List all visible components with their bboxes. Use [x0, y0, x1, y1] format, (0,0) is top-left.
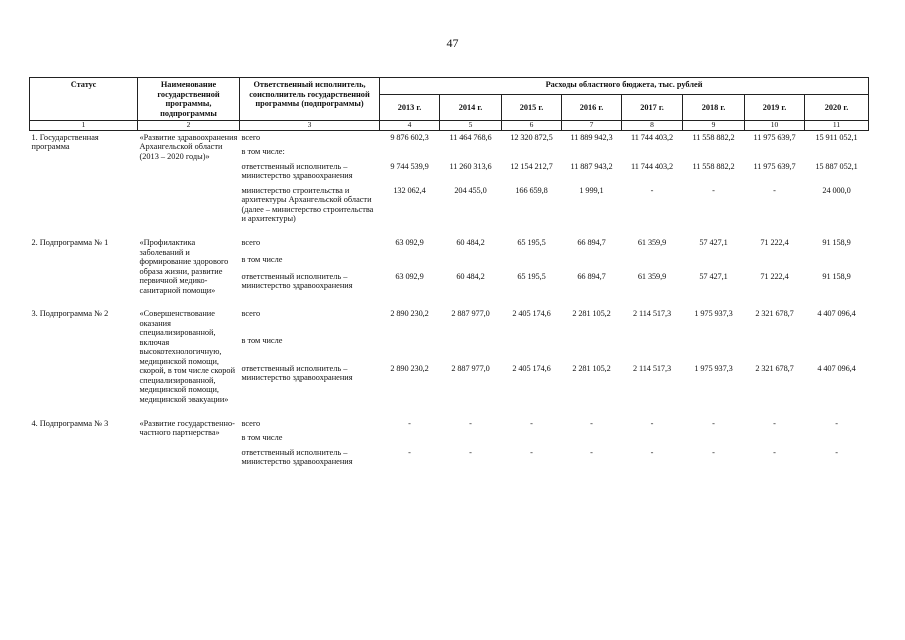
row-value: 2 405 174,6 [512, 363, 551, 373]
header-year: 2017 г. [622, 94, 683, 120]
row-executor-label: ответственный исполнитель – министерство здравоохранения [241, 161, 353, 181]
row-value [805, 430, 869, 445]
column-number: 9 [683, 121, 745, 131]
row-executor-label: ответственный исполнитель – министерство здравоохранения [241, 363, 353, 383]
row-value: 9 876 602,3 [390, 132, 429, 142]
row-value: - [712, 185, 715, 195]
row-value: 166 659,8 [515, 185, 548, 195]
row-value: 1 975 937,3 [694, 309, 733, 319]
row-executor-label: в том числе [241, 335, 283, 345]
row-value: 63 092,9 [395, 271, 424, 281]
column-number: 7 [562, 121, 622, 131]
row-value: - [650, 447, 654, 457]
row-program-name: «Совершенствование оказания специализированной, включая высокотехнологичную, медицинской помощи, скорой, в том числе скорой специализированной, медицинской помощи, медицинской эвакуации» [139, 309, 236, 404]
table-body [30, 130, 869, 468]
row-value: 132 062,4 [393, 185, 426, 195]
row-value: - [773, 418, 776, 428]
budget-table [29, 77, 869, 469]
row-executor-label: министерство строительства и архитектуры Архангельской области (далее – министерство строительства и архитектуры) [241, 185, 374, 224]
row-value [622, 144, 683, 159]
row-value: 71 222,4 [760, 238, 789, 247]
row-executor-label: в том числе: [241, 147, 285, 157]
row-value [562, 252, 622, 269]
column-number: 8 [622, 121, 683, 131]
row-value: 4 407 096,4 [817, 363, 856, 373]
row-executor-label: ответственный исполнитель – министерство здравоохранения [241, 447, 353, 467]
row-value [745, 144, 805, 159]
row-value [745, 333, 805, 361]
row-value [440, 333, 502, 361]
column-number: 10 [745, 121, 805, 131]
row-value: 60 484,2 [456, 271, 485, 281]
row-value: 2 281 105,2 [572, 309, 611, 319]
row-value: 66 894,7 [577, 238, 606, 247]
row-spacer [30, 297, 869, 307]
row-value: 2 890 230,2 [390, 309, 429, 319]
row-value: - [590, 418, 593, 428]
row-value: 91 158,9 [822, 271, 851, 281]
table-row [30, 130, 869, 144]
row-executor-label: всего [241, 309, 261, 319]
row-value: 2 890 230,2 [390, 363, 429, 373]
row-value [562, 144, 622, 159]
row-value [805, 333, 869, 361]
column-numbers-row [30, 121, 869, 131]
column-number: 6 [502, 121, 562, 131]
row-executor-label: в том числе [241, 254, 283, 264]
row-value [805, 252, 869, 269]
row-value: 65 195,5 [517, 271, 546, 281]
row-program-name: «Развитие государственно-частного партнерства» [139, 418, 235, 438]
row-value: - [469, 447, 472, 457]
spacer-cell [30, 297, 869, 307]
row-value: 11 744 403,2 [630, 132, 674, 142]
row-value: 4 407 096,4 [817, 309, 856, 319]
row-value: 15 911 052,1 [815, 132, 858, 142]
row-value: - [773, 185, 776, 195]
row-spacer [30, 226, 869, 236]
column-number: 3 [240, 121, 380, 131]
row-value: 2 321 678,7 [755, 363, 794, 373]
row-value [745, 430, 805, 445]
row-value: 1 999,1 [579, 185, 604, 195]
row-value [502, 430, 562, 445]
row-value [380, 430, 440, 445]
row-value: 2 887 977,0 [451, 363, 490, 373]
header-name: Наименование государственной программы, подпрограммы [138, 78, 240, 121]
row-value [805, 144, 869, 159]
row-value: - [408, 447, 411, 457]
row-value [622, 333, 683, 361]
row-value: 9 744 539,9 [390, 161, 429, 171]
row-value: 61 359,9 [637, 271, 667, 281]
header-year: 2020 г. [805, 94, 869, 120]
row-executor-label: всего [241, 418, 261, 428]
header-executor: Ответственный исполнитель, соисполнитель государственной программы (подпрограммы) [240, 78, 380, 121]
row-value: - [408, 418, 411, 428]
row-value: 60 484,2 [456, 238, 485, 247]
row-value: 204 455,0 [454, 185, 487, 195]
header-year: 2014 г. [440, 94, 502, 120]
row-value: - [712, 418, 715, 428]
row-value: - [530, 447, 533, 457]
row-value: 91 158,9 [822, 238, 851, 247]
column-number: 2 [138, 121, 240, 131]
header-year: 2015 г. [502, 94, 562, 120]
header-year: 2016 г. [562, 94, 622, 120]
table-row [30, 236, 869, 252]
row-value: 15 887 052,1 [815, 161, 858, 171]
column-number: 5 [440, 121, 502, 131]
row-value: - [835, 447, 838, 457]
row-value: - [712, 447, 715, 457]
row-executor-label: всего [241, 238, 261, 247]
column-number: 1 [30, 121, 138, 131]
row-value: - [590, 447, 593, 457]
row-value [562, 430, 622, 445]
header-expenses: Расходы областного бюджета, тыс. рублей [380, 78, 869, 95]
row-value: 11 558 882,2 [692, 132, 735, 142]
row-executor-label: ответственный исполнитель – министерство здравоохранения [241, 271, 353, 291]
row-value: - [773, 447, 776, 457]
table-row [30, 417, 869, 431]
row-value: 2 114 517,3 [632, 309, 671, 319]
row-value [502, 252, 562, 269]
row-value: 12 154 212,7 [510, 161, 553, 171]
row-value [745, 252, 805, 269]
row-value: - [650, 418, 654, 428]
row-status: 1. Государственная программа [31, 132, 99, 152]
row-value [380, 252, 440, 269]
row-value: 12 320 872,5 [510, 132, 553, 142]
row-value: 66 894,7 [577, 271, 606, 281]
row-value [440, 144, 502, 159]
row-value: 11 744 403,2 [630, 161, 674, 171]
row-value: 24 000,0 [822, 185, 851, 195]
row-value: 2 281 105,2 [572, 363, 611, 373]
row-status: 2. Подпрограмма № 1 [31, 238, 109, 247]
row-value: 71 222,4 [760, 271, 789, 281]
page-number: 47 [446, 36, 459, 50]
row-value: 2 405 174,6 [512, 309, 551, 319]
row-program-name: «Развитие здравоохранения Архангельской области (2013 – 2020 годы)» [139, 132, 238, 161]
header-year: 2018 г. [683, 94, 745, 120]
spacer-cell [30, 407, 869, 417]
table-row [30, 307, 869, 333]
row-value: 2 887 977,0 [451, 309, 490, 319]
row-value: 11 260 313,6 [449, 161, 492, 171]
row-value [562, 333, 622, 361]
row-spacer [30, 407, 869, 417]
row-value: 65 195,5 [517, 238, 546, 247]
row-value [502, 144, 562, 159]
row-value: 11 975 639,7 [753, 132, 796, 142]
row-value [380, 144, 440, 159]
row-value: - [835, 418, 838, 428]
row-value: - [530, 418, 533, 428]
row-value: - [469, 418, 472, 428]
column-number: 4 [380, 121, 440, 131]
header-year: 2013 г. [380, 94, 440, 120]
spacer-cell [30, 226, 869, 236]
row-status: 3. Подпрограмма № 2 [31, 309, 109, 319]
column-number: 11 [805, 121, 869, 131]
row-executor-label: в том числе [241, 433, 283, 443]
row-value [683, 252, 745, 269]
row-status: 4. Подпрограмма № 3 [31, 418, 109, 428]
header-status: Статус [30, 78, 138, 121]
row-value [683, 430, 745, 445]
row-value: 2 321 678,7 [755, 309, 794, 319]
row-value [622, 430, 683, 445]
row-value: 63 092,9 [395, 238, 424, 247]
row-value [622, 252, 683, 269]
row-value: 61 359,9 [637, 238, 667, 247]
row-executor-label: всего [241, 132, 261, 142]
row-value [440, 430, 502, 445]
row-value: 2 114 517,3 [632, 363, 671, 373]
header-year: 2019 г. [745, 94, 805, 120]
row-value [683, 333, 745, 361]
row-value [683, 144, 745, 159]
row-program-name: «Профилактика заболеваний и формирование здорового образа жизни, развитие первичной медико-санитарной помощи» [139, 238, 229, 295]
row-value: 11 887 943,2 [570, 161, 613, 171]
row-value: 57 427,1 [699, 271, 728, 281]
row-value: 11 889 942,3 [570, 132, 613, 142]
row-value: - [650, 185, 654, 195]
row-value [440, 252, 502, 269]
row-value [380, 333, 440, 361]
row-value: 11 558 882,2 [692, 161, 735, 171]
row-value: 1 975 937,3 [694, 363, 733, 373]
row-value: 57 427,1 [699, 238, 728, 247]
row-value: 11 975 639,7 [753, 161, 796, 171]
row-value [502, 333, 562, 361]
header-row [30, 78, 869, 95]
row-value: 11 464 768,6 [449, 132, 492, 142]
